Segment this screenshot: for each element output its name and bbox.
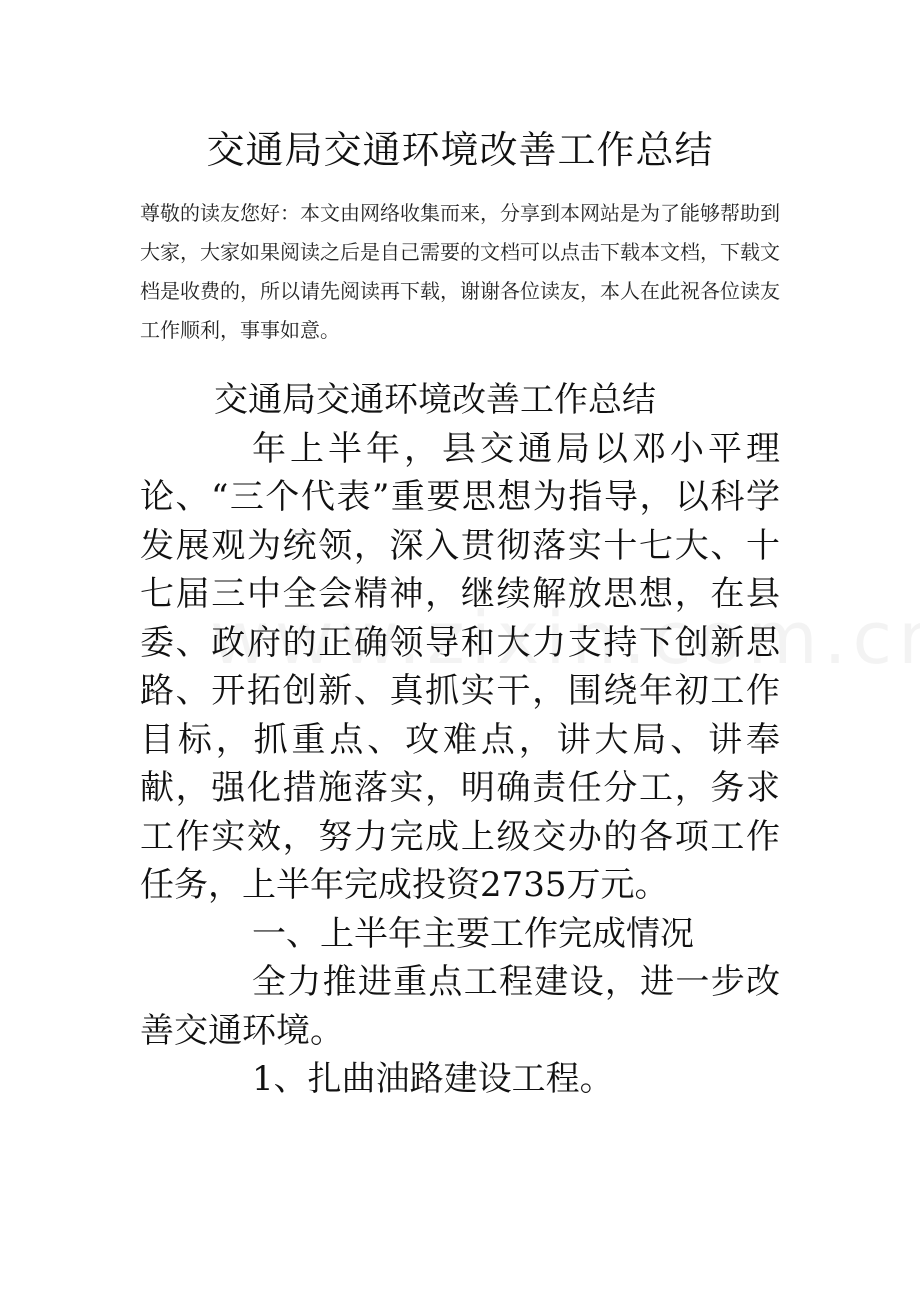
list-item-1: 1、扎曲油路建设工程。 xyxy=(252,1059,614,1099)
body-paragraph-intro: 年上半年，县交通局以邓小平理论、“三个代表”重要思想为指导，以科学发展观为统领，深入贯彻落实十七大、十七届三中全会精神，继续解放思想，在县委、政府的正确领导和大力支持下创新思路、开拓创新、真抓实干，围绕年初工作目标，抓重点、攻难点，讲大局、讲奉献，强化措施落实，明确责任分工，务求工作实效，努力完成上级交办的各项工作任务，上半年完成投资2735万元。 xyxy=(140,428,780,905)
document-body xyxy=(140,376,780,1104)
body-heading: 交通局交通环境改善工作总结 xyxy=(214,380,656,420)
document-title: 交通局交通环境改善工作总结 xyxy=(206,128,714,172)
section-heading: 一、上半年主要工作完成情况 xyxy=(252,913,694,954)
body-paragraph-subtitle: 全力推进重点工程建设，进一步改善交通环境。 xyxy=(140,962,780,1051)
reader-notice: 尊敬的读友您好：本文由网络收集而来，分享到本网站是为了能够帮助到大家，大家如果阅读之后是自己需要的文档可以点击下载本文档，下载文档是收费的，所以请先阅读再下载，谢谢各位读友，本人在此祝各位读友工作顺利，事事如意。 xyxy=(140,201,780,342)
